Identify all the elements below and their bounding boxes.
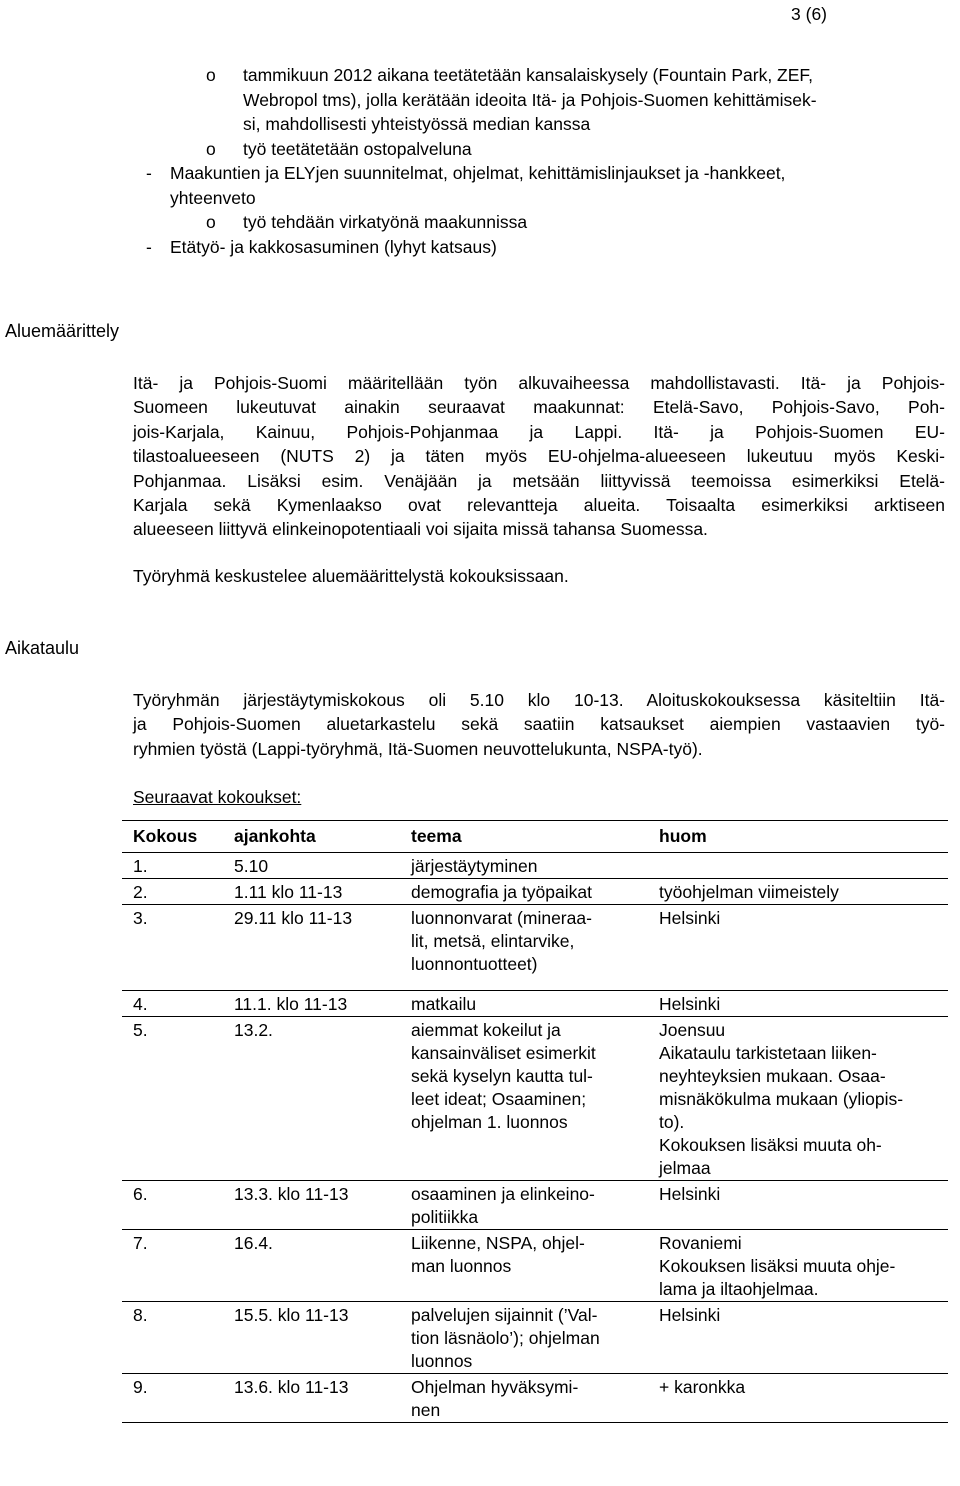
list-item-line: Webropol tms), jolla kerätään ideoita Itä- ja Pohjois-Suomen kehittämisek- <box>243 89 817 110</box>
paragraph-line: Pohjanmaa. Lisäksi esim. Venäjään ja metsään liittyvissä teemoissa esimerkiksi Etelä- <box>133 470 945 491</box>
cell-ajankohta: 29.11 klo 11-13 <box>223 905 400 977</box>
cell-ajankohta: 15.5. klo 11-13 <box>223 1302 400 1374</box>
cell-kokous: 7. <box>122 1230 223 1302</box>
header-huom: huom <box>648 821 948 853</box>
cell-huom <box>648 853 948 879</box>
table-row <box>122 879 948 905</box>
cell-huom: Helsinki <box>648 905 948 977</box>
list-item-line: työ teetätetään ostopalveluna <box>243 138 472 159</box>
cell-teema: aiemmat kokeilut ja kansainväliset esimerkit sekä kyselyn kautta tul- leet ideat; Osaaminen; ohjelman 1. luonnos <box>400 1017 648 1181</box>
cell-ajankohta: 16.4. <box>223 1230 400 1302</box>
cell-teema: järjestäytyminen <box>400 853 648 879</box>
paragraph-line: Karjala sekä Kymenlaakso ovat relevantteja alueita. Toisaalta esimerkiksi arktiseen <box>133 495 945 516</box>
paragraph-line: alueeseen liittyvä elinkeinopotentiaali voi sijaita missä tahansa Suomessa. <box>133 519 708 540</box>
table-row <box>122 1017 948 1181</box>
list-item-line: tammikuun 2012 aikana teetätetään kansalaiskysely (Fountain Park, ZEF, <box>243 65 814 85</box>
table-row <box>122 1302 948 1374</box>
cell-ajankohta: 1.11 klo 11-13 <box>223 879 400 905</box>
header-kokous: Kokous <box>122 821 223 853</box>
page-number: 3 (6) <box>791 4 827 24</box>
cell-teema: matkailu <box>400 991 648 1017</box>
list-bullet: - <box>146 163 152 183</box>
cell-huom: Helsinki <box>648 1302 948 1374</box>
paragraph-line: ja Pohjois-Suomen aluetarkastelu sekä saatiin katsaukset aiempien vastaavien työ- <box>133 714 945 735</box>
spacer-cell <box>122 976 948 991</box>
cell-ajankohta: 5.10 <box>223 853 400 879</box>
cell-kokous: 9. <box>122 1374 223 1423</box>
next-meetings-label: Seuraavat kokoukset: <box>133 787 302 807</box>
cell-huom: Helsinki <box>648 1181 948 1230</box>
aluemaarittely-paragraph <box>133 371 945 542</box>
cell-kokous: 8. <box>122 1302 223 1374</box>
cell-huom: työohjelman viimeistely <box>648 879 948 905</box>
paragraph-line: Itä- ja Pohjois-Suomi määritellään työn alkuvaiheessa mahdollistavasti. Itä- ja Pohjois- <box>133 373 945 393</box>
cell-ajankohta: 13.2. <box>223 1017 400 1181</box>
section-heading-aluemaarittely: Aluemäärittely <box>5 321 120 341</box>
table-row <box>122 1181 948 1230</box>
cell-huom: Rovaniemi Kokouksen lisäksi muuta ohje- lama ja iltaohjelmaa. <box>648 1230 948 1302</box>
aikataulu-paragraph <box>133 688 945 761</box>
header-teema: teema <box>400 821 648 853</box>
list-item-line: Maakuntien ja ELYjen suunnitelmat, ohjelmat, kehittämislinjaukset ja -hankkeet, <box>170 163 786 183</box>
cell-teema: osaaminen ja elinkeino- politiikka <box>400 1181 648 1230</box>
section-heading-aikataulu: Aikataulu <box>5 638 80 658</box>
cell-ajankohta: 11.1. klo 11-13 <box>223 991 400 1017</box>
list-item-line: työ tehdään virkatyönä maakunnissa <box>243 212 528 232</box>
cell-teema: Ohjelman hyväksymi- nen <box>400 1374 648 1423</box>
list-bullet: - <box>146 236 152 257</box>
cell-huom: + karonkka <box>648 1374 948 1423</box>
table-row <box>122 853 948 879</box>
cell-teema: Liikenne, NSPA, ohjel- man luonnos <box>400 1230 648 1302</box>
aluemaarittely-note: Työryhmä keskustelee aluemäärittelystä kokouksissaan. <box>133 566 569 586</box>
paragraph-line: Työryhmän järjestäytymiskokous oli 5.10 klo 10-13. Aloituskokouksessa käsiteltiin Itä- <box>133 690 945 710</box>
table-header-row <box>122 821 948 853</box>
table-row <box>122 905 948 977</box>
row-spacer <box>122 976 948 991</box>
table-row <box>122 1374 948 1423</box>
paragraph-line: ryhmien työstä (Lappi-työryhmä, Itä-Suomen neuvottelukunta, NSPA-työ). <box>133 738 703 759</box>
cell-kokous: 5. <box>122 1017 223 1181</box>
cell-kokous: 4. <box>122 991 223 1017</box>
cell-teema: palvelujen sijainnit (’Val- tion läsnäolo’); ohjelman luonnos <box>400 1302 648 1374</box>
cell-ajankohta: 13.6. klo 11-13 <box>223 1374 400 1423</box>
table-row <box>122 991 948 1017</box>
cell-teema: luonnonvarat (mineraa- lit, metsä, elintarvike, luonnontuotteet) <box>400 905 648 977</box>
cell-ajankohta: 13.3. klo 11-13 <box>223 1181 400 1230</box>
meetings-table <box>122 820 948 1423</box>
header-ajankohta: ajankohta <box>223 821 400 853</box>
cell-huom: Joensuu Aikataulu tarkistetaan liiken- neyhteyksien mukaan. Osaa- misnäkökulma mukaan (yliopis- to). Kokouksen lisäksi muuta oh- jelmaa <box>648 1017 948 1181</box>
list-item-line: si, mahdollisesti yhteistyössä median kanssa <box>243 114 591 134</box>
cell-teema: demografia ja työpaikat <box>400 879 648 905</box>
cell-kokous: 6. <box>122 1181 223 1230</box>
list-item-line: Etätyö- ja kakkosasuminen (lyhyt katsaus) <box>170 236 497 257</box>
cell-huom: Helsinki <box>648 991 948 1017</box>
cell-kokous: 3. <box>122 905 223 977</box>
list-bullet: o <box>206 212 216 232</box>
paragraph-line: tilastoalueeseen (NUTS 2) ja täten myös EU-ohjelma-alueeseen lukeutuu myös Keski- <box>133 446 945 467</box>
paragraph-line: Suomeen lukeutuvat ainakin seuraavat maakunnat: Etelä-Savo, Pohjois-Savo, Poh- <box>133 397 945 418</box>
list-bullet: o <box>206 138 216 159</box>
list-item-line: yhteenveto <box>170 187 256 208</box>
cell-kokous: 1. <box>122 853 223 879</box>
table-row <box>122 1230 948 1302</box>
cell-kokous: 2. <box>122 879 223 905</box>
paragraph-line: jois-Karjala, Kainuu, Pohjois-Pohjanmaa ja Lappi. Itä- ja Pohjois-Suomen EU- <box>133 421 945 442</box>
list-bullet: o <box>206 65 216 85</box>
